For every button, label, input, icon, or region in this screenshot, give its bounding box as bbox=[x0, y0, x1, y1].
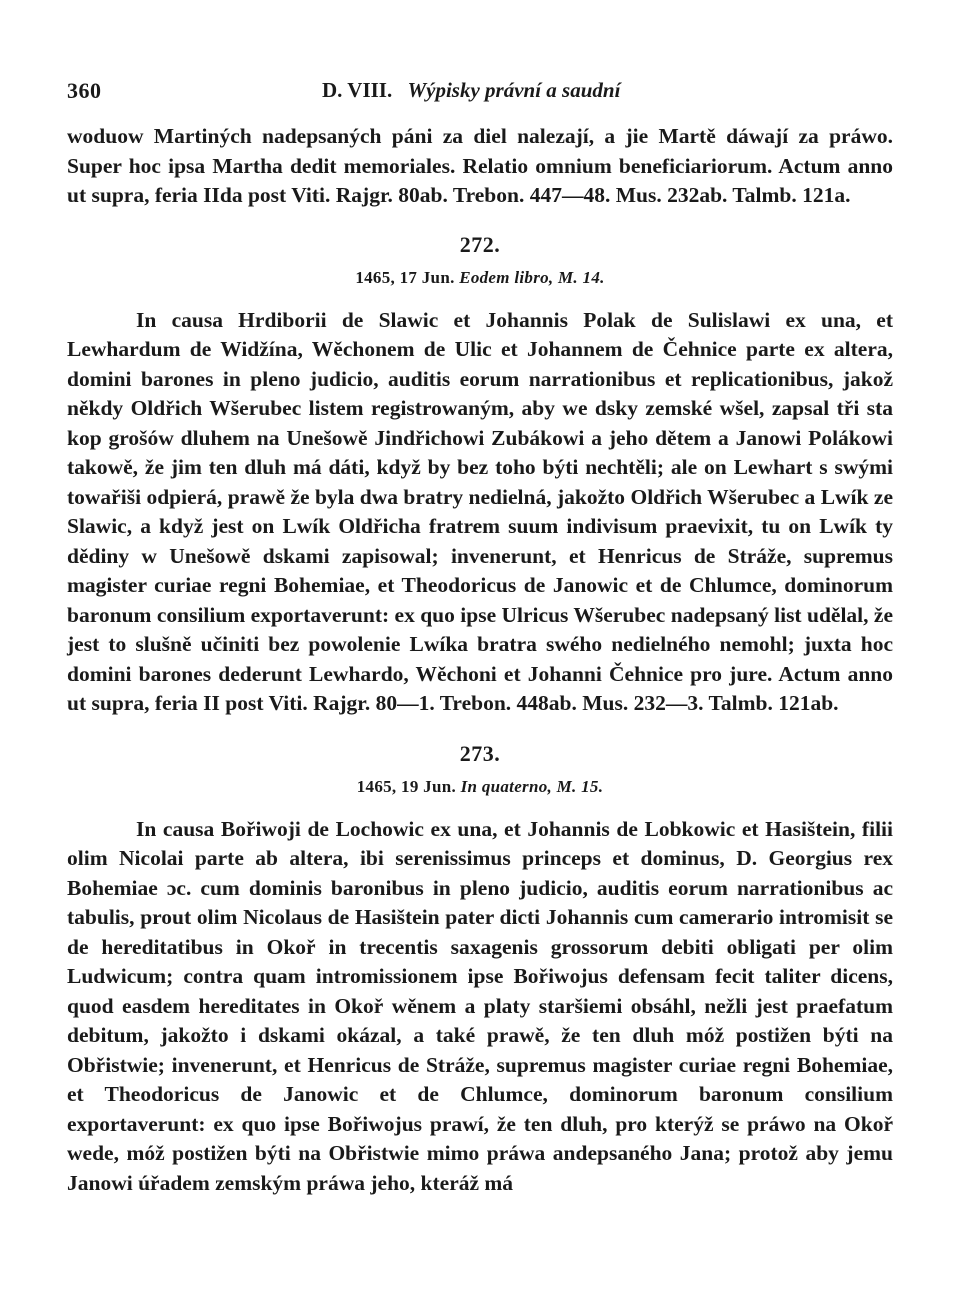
carryover-paragraph: woduow Martiných nadepsaných páni za diel nalezají, a jie Martě dáwají za práwo. Super hoc ipsa Martha dedit memoriales. Relatio omnium beneficiariorum. Actum anno ut supra, feria IIda post Viti. Rajgr. 80ab. Trebon. 447—48. Mus. 232ab. Talmb. 121a. bbox=[67, 124, 893, 207]
entry-text: In causa Hrdiborii de Slawic et Johannis Polak de Sulislawi ex una, et Lewhardum de Widžína, Wěchonem de Ulic et Johannem de Čehnice parte ex altera, domini barones in pleno judicio, auditis eorum narrationibus et replicationibus, jakož někdy Oldřich Wšerubec listem registrowaným, aby we dsky zemské wšel, zapsal tři sta kop grošów dluhem na Unešowě Jindřichowi Zubákowi a jeho dětem a Janowi Polákowi takowě, že jim ten dluh má dáti, když by bez toho býti nechtěli; ale on Lewhart s swými towařiši odpierá, prawě že byla dwa bratry nedielná, jakožto Oldřich Wšerubec a Lwík ze Slawic, a když jest on Lwík Oldřicha fratrem suum indivisum praevixit, tu on Lwík ty dědiny w Unešowě dskami zapisowal; invenerunt, et Henricus de Stráže, supremus magister curiae regni Bohemiae, et Theodoricus de Janowic et de Chlumce, dominorum baronum consilium exportaverunt: ex quo ipse Ulricus Wšerubec nadepsaný list udělal, že jest to slušně učiniti bez powolenie Lwíka bratra swého nedielného nemohl; juxta hoc domini barones dederunt Lewhardo, Wěchoni et Johanni Čehnice pro jure. Actum anno ut supra, feria II post Viti. Rajgr. 80—1. Trebon. 448ab. Mus. 232—3. Talmb. 121ab. bbox=[67, 307, 893, 715]
section-label: D. VIII. bbox=[322, 78, 393, 102]
entry-source: In quaterno, M. 15. bbox=[460, 776, 604, 796]
running-header bbox=[67, 70, 893, 110]
entry-date-line bbox=[67, 777, 893, 797]
entry-date: 1465, 19 Jun. bbox=[356, 776, 457, 796]
entry-number: 273. bbox=[459, 740, 501, 766]
running-title: Wýpisky právní a saudní bbox=[407, 78, 621, 102]
entry-date: 1465, 17 Jun. bbox=[355, 267, 455, 287]
running-head bbox=[322, 78, 620, 103]
page-number: 360 bbox=[67, 78, 102, 103]
entry-date-line bbox=[67, 268, 893, 288]
entry-number: 272. bbox=[459, 231, 501, 257]
entry-text: In causa Bořiwoji de Lochowic ex una, et Johannis de Lobkowic et Hasištein, filii olim Nicolai parte ab altera, ibi serenissimus princeps et dominus, D. Georgius rex Bohemiae ɔc. cum dominis baronibus in pleno judicio, auditis eorum narrationibus ac tabulis, prout olim Nicolaus de Hasištein pater dicti Johannis cum camerario intromisit se de hereditatibus in Okoř in trecentis saxagenis grossorum debiti obligati per olim Ludwicum; contra quam intromissionem ipse Bořiwojus defensam fecit taliter dicens, quod easdem hereditates in Okoř wěnem a platy staršiemi obsáhl, nežli jest praefatum debitum, jakožto i dskami okázal, a také prawě, že ten dluh móž postižen býti na Obřistwie; invenerunt, et Henricus de Stráže, supremus magister curiae regni Bohemiae, et Theodoricus de Janowic et de Chlumce, dominorum baronum consilium exportaverunt: ex quo ipse Bořiwojus prawí, že ten dluh, pro kterýž se práwo na Okoř wede, móž postižen býti na Obřistwie mimo práwa andepsaného Jana; protož aby jemu Janowi úřadem zemským práwa jeho, kteráž má bbox=[67, 816, 893, 1195]
book-page bbox=[67, 70, 893, 1198]
entry-source: Eodem libro, M. 14. bbox=[459, 267, 605, 287]
